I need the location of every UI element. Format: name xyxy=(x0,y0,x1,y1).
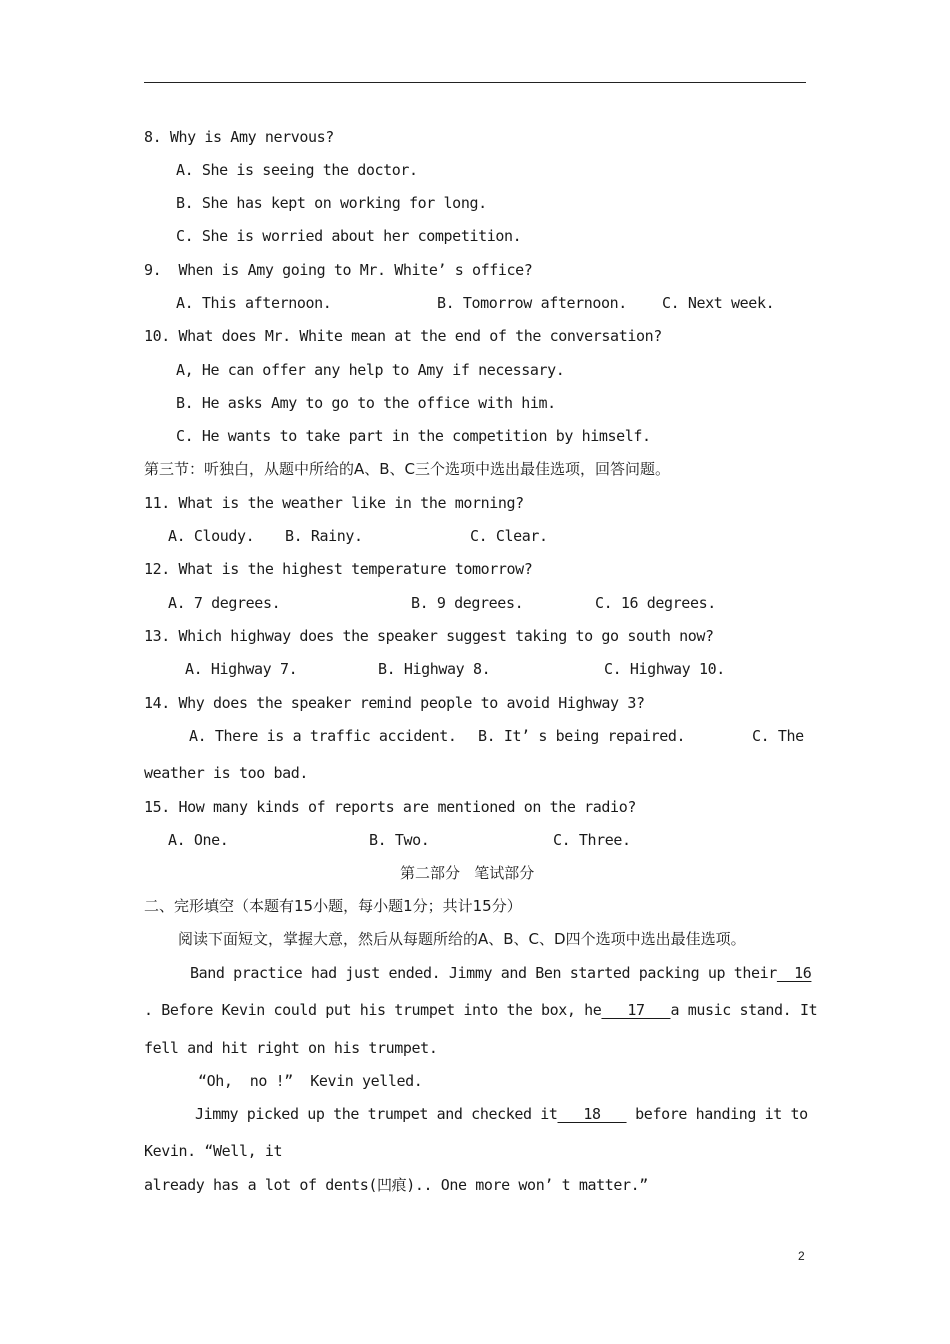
question-9-option-b: B. Tomorrow afternoon. xyxy=(437,294,627,312)
question-10-stem: 10. What does Mr. White mean at the end of the conversation? xyxy=(144,327,662,345)
question-14-option-b: B. It’ s being repaired. xyxy=(478,727,686,745)
question-11-stem: 11. What is the weather like in the morning? xyxy=(144,494,524,512)
question-8-option-b: B. She has kept on working for long. xyxy=(176,194,487,212)
question-10-option-b: B. He asks Amy to go to the office with him. xyxy=(176,394,556,412)
passage-text: a music stand. It xyxy=(670,1001,818,1019)
passage-line-4: “Oh, no !” Kevin yelled. xyxy=(198,1072,423,1090)
question-13-option-a: A. Highway 7. xyxy=(185,660,298,678)
question-9-stem: 9. When is Amy going to Mr. White’ s office? xyxy=(144,261,533,279)
question-9-option-c: C. Next week. xyxy=(662,294,775,312)
passage-line-6: Kevin. “Well, it xyxy=(144,1142,283,1160)
question-15-stem: 15. How many kinds of reports are mentioned on the radio? xyxy=(144,798,636,816)
question-15-option-c: C. Three. xyxy=(553,831,631,849)
question-9-option-a: A. This afternoon. xyxy=(176,294,332,312)
blank-18: 18 xyxy=(557,1105,627,1123)
question-13-option-c: C. Highway 10. xyxy=(604,660,725,678)
cloze-heading: 二、完形填空（本题有15小题，每小题1分；共计15分） xyxy=(144,897,522,915)
passage-text: . Before Kevin could put his trumpet into the box, he xyxy=(144,1001,602,1019)
section-3-instruction: 第三节：听独白，从题中所给的A、B、C三个选项中选出最佳选项，回答问题。 xyxy=(144,460,671,478)
question-10-option-c: C. He wants to take part in the competition by himself. xyxy=(176,427,651,445)
question-13-option-b: B. Highway 8. xyxy=(378,660,491,678)
passage-line-5 xyxy=(195,1105,808,1123)
question-14-option-c-continued: weather is too bad. xyxy=(144,764,308,782)
question-13-stem: 13. Which highway does the speaker suggest taking to go south now? xyxy=(144,627,714,645)
passage-line-1 xyxy=(190,964,811,982)
question-8-stem: 8. Why is Amy nervous? xyxy=(144,128,334,146)
part-2-title: 第二部分 笔试部分 xyxy=(400,864,535,882)
passage-text: before handing it to xyxy=(626,1105,808,1123)
question-12-stem: 12. What is the highest temperature tomorrow? xyxy=(144,560,533,578)
passage-line-7: already has a lot of dents(凹痕).. One more won’ t matter.” xyxy=(144,1176,648,1194)
passage-line-3: fell and hit right on his trumpet. xyxy=(144,1039,438,1057)
question-8-option-c: C. She is worried about her competition. xyxy=(176,227,522,245)
question-12-option-c: C. 16 degrees. xyxy=(595,594,716,612)
question-8-option-a: A. She is seeing the doctor. xyxy=(176,161,418,179)
question-14-stem: 14. Why does the speaker remind people to avoid Highway 3? xyxy=(144,694,645,712)
cloze-instruction: 阅读下面短文，掌握大意，然后从每题所给的A、B、C、D四个选项中选出最佳选项。 xyxy=(178,930,746,948)
question-14-option-a: A. There is a traffic accident. xyxy=(189,727,457,745)
page-number: 2 xyxy=(798,1249,805,1263)
blank-16: 16 xyxy=(776,964,812,982)
blank-17: 17 xyxy=(601,1001,671,1019)
passage-text: Jimmy picked up the trumpet and checked it xyxy=(195,1105,558,1123)
question-15-option-a: A. One. xyxy=(168,831,229,849)
question-14-option-c: C. The xyxy=(752,727,804,745)
question-11-option-a: A. Cloudy. xyxy=(168,527,255,545)
header-rule xyxy=(144,82,806,83)
question-10-option-a: A, He can offer any help to Amy if necessary. xyxy=(176,361,565,379)
question-12-option-b: B. 9 degrees. xyxy=(411,594,524,612)
question-12-option-a: A. 7 degrees. xyxy=(168,594,281,612)
passage-text: Band practice had just ended. Jimmy and Ben started packing up their xyxy=(190,964,777,982)
question-11-option-c: C. Clear. xyxy=(470,527,548,545)
question-15-option-b: B. Two. xyxy=(369,831,430,849)
question-11-option-b: B. Rainy. xyxy=(285,527,363,545)
passage-line-2 xyxy=(144,1001,817,1019)
